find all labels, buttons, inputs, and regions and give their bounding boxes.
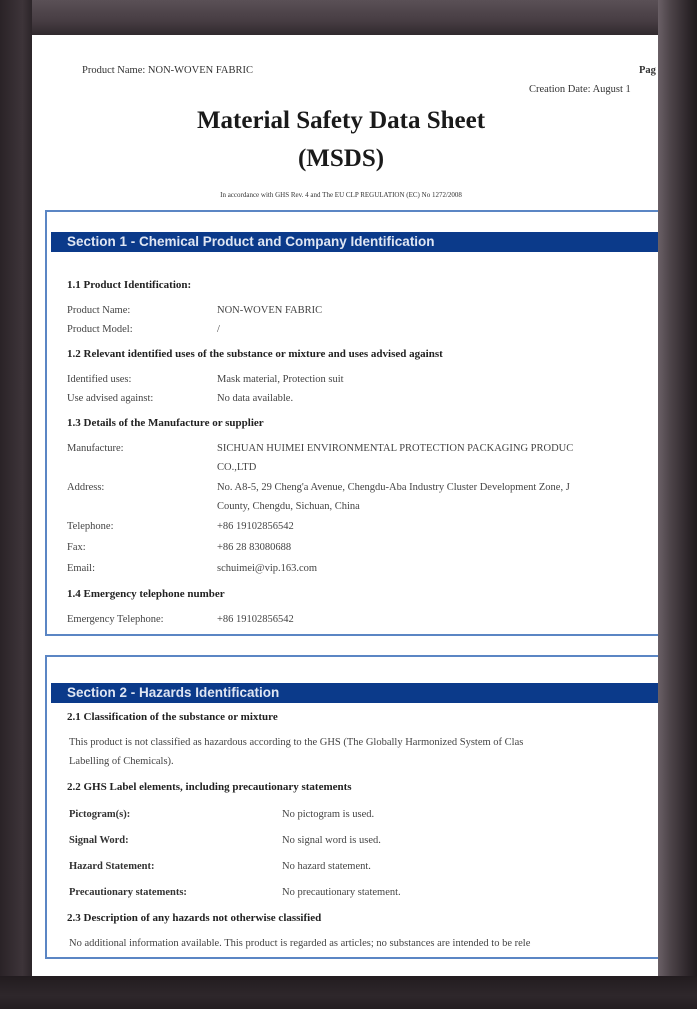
subsection-2-1-title: 2.1 Classification of the substance or mixture	[67, 711, 278, 723]
email-value: schuimei@vip.163.com	[217, 563, 318, 574]
product-name-value: NON-WOVEN FABRIC	[217, 305, 323, 316]
address-value-cont: County, Chengdu, Sichuan, China	[217, 501, 360, 512]
subsection-1-3-title: 1.3 Details of the Manufacture or supplier	[67, 417, 264, 429]
product-name-label: Product Name:	[67, 305, 131, 316]
precautionary-statements-value: No precautionary statement.	[282, 887, 401, 898]
pictograms-value: No pictogram is used.	[282, 809, 375, 820]
address-value: No. A8-5, 29 Cheng'a Avenue, Chengdu-Aba Industry Cluster Development Zone, J	[217, 482, 570, 493]
signal-word-label: Signal Word:	[69, 835, 129, 846]
use-advised-against-value: No data available.	[217, 393, 294, 404]
emergency-telephone-label: Emergency Telephone:	[67, 614, 164, 625]
manufacture-value-cont: CO.,LTD	[217, 462, 257, 473]
section-2-box	[45, 655, 658, 959]
document-title-abbrev: (MSDS)	[297, 145, 385, 172]
frame-bottom-edge	[0, 976, 697, 1009]
document-subtitle: In accordance with GHS Rev. 4 and The EU CLP REGULATION (EC) No 1272/2008	[220, 191, 462, 199]
subsection-1-4-title: 1.4 Emergency telephone number	[67, 588, 225, 600]
product-model-label: Product Model:	[67, 324, 133, 335]
precautionary-statements-label: Precautionary statements:	[69, 887, 187, 898]
manufacture-value: SICHUAN HUIMEI ENVIRONMENTAL PROTECTION PACKAGING PRODUC	[217, 443, 574, 454]
signal-word-value: No signal word is used.	[282, 835, 381, 846]
frame-top-edge	[0, 0, 697, 36]
telephone-value: +86 19102856542	[217, 521, 294, 532]
use-advised-against-label: Use advised against:	[67, 393, 154, 404]
section-2-heading: Section 2 - Hazards Identification	[51, 683, 658, 703]
msds-document	[32, 35, 658, 976]
identified-uses-value: Mask material, Protection suit	[217, 374, 344, 385]
email-label: Email:	[67, 563, 95, 574]
emergency-telephone-value: +86 19102856542	[217, 614, 294, 625]
fax-label: Fax:	[67, 542, 86, 553]
fax-value: +86 28 83080688	[217, 542, 292, 553]
hazard-statement-value: No hazard statement.	[282, 861, 371, 872]
address-label: Address:	[67, 482, 105, 493]
section-1-box	[45, 210, 658, 636]
other-hazards-text: No additional information available. This product is regarded as articles; no substances are intended to be rele	[69, 938, 531, 949]
document-title: Material Safety Data Sheet	[196, 107, 486, 134]
frame-right-edge	[658, 0, 697, 1009]
identified-uses-label: Identified uses:	[67, 374, 132, 385]
section-1-heading: Section 1 - Chemical Product and Company Identification	[51, 232, 658, 252]
pictograms-label: Pictogram(s):	[69, 809, 131, 820]
classification-text-cont: Labelling of Chemicals).	[69, 756, 174, 767]
classification-text: This product is not classified as hazardous according to the GHS (The Globally Harmonized System of Clas	[69, 737, 524, 748]
product-model-value: /	[217, 324, 220, 335]
subsection-2-2-title: 2.2 GHS Label elements, including precautionary statements	[67, 781, 352, 793]
header-creation-date: Creation Date: August 1	[529, 84, 631, 95]
subsection-1-1-title: 1.1 Product Identification:	[67, 279, 192, 291]
hazard-statement-label: Hazard Statement:	[69, 861, 155, 872]
header-product-name: Product Name: NON-WOVEN FABRIC	[82, 65, 253, 76]
subsection-1-2-title: 1.2 Relevant identified uses of the substance or mixture and uses advised against	[67, 348, 443, 360]
telephone-label: Telephone:	[67, 521, 114, 532]
subsection-2-3-title: 2.3 Description of any hazards not otherwise classified	[67, 912, 322, 924]
header-page: Pag	[639, 65, 656, 76]
manufacture-label: Manufacture:	[67, 443, 124, 454]
frame-left-edge	[0, 0, 32, 1009]
